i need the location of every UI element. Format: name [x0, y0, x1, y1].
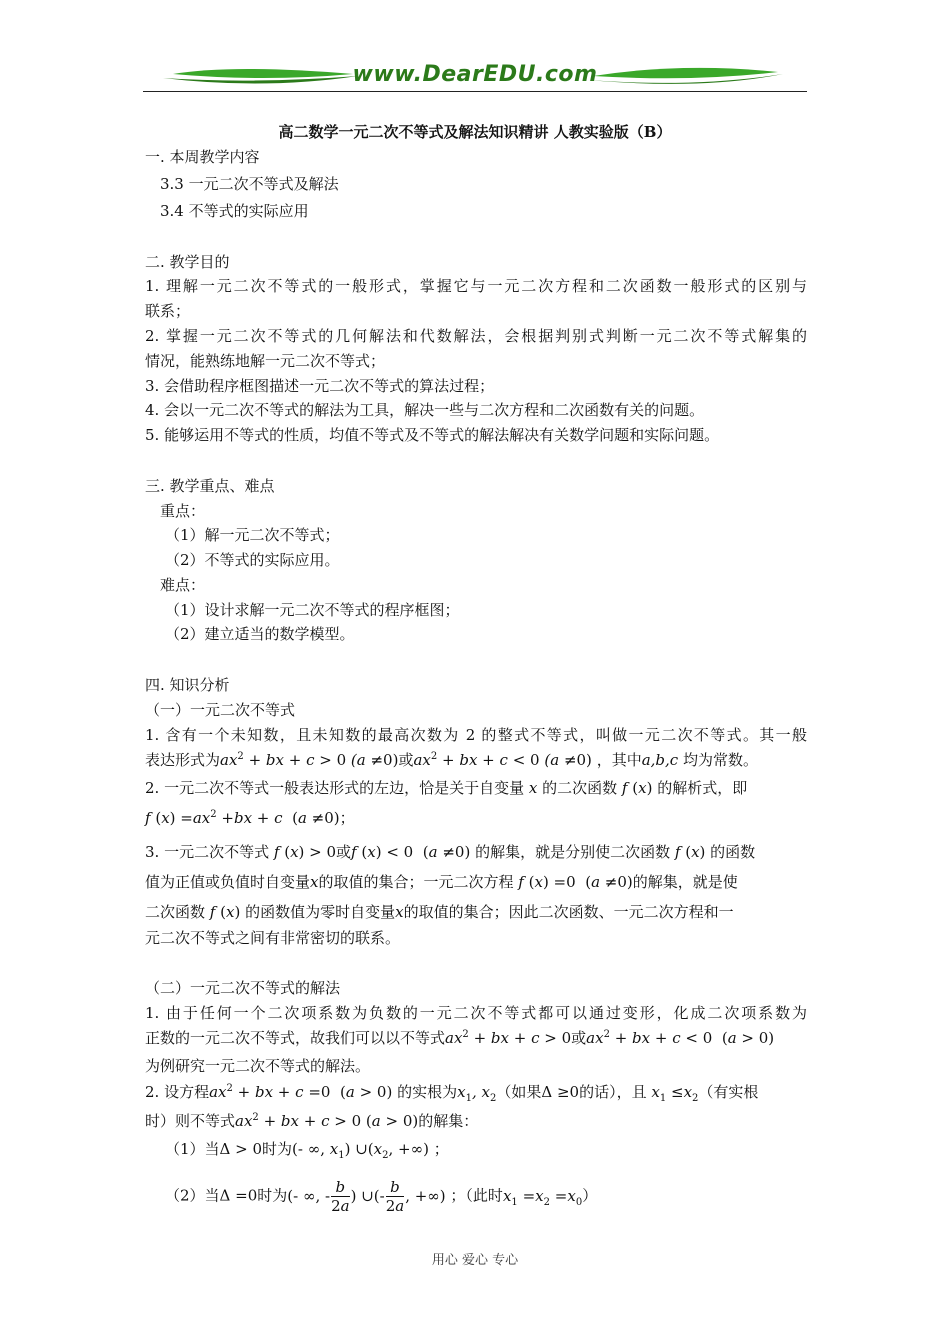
formula: x	[395, 903, 404, 921]
formula: a,b,c	[641, 751, 679, 769]
page-title: 高二数学一元二次不等式及解法知识精讲 人教实验版（B）	[278, 123, 672, 141]
paragraph-line: 2. 设方程$ax^2$ + bx + c =0 (a > 0) 的实根为$x_1$, $x_2$（如果Δ ≥0的话），且 $x_1 \le x_2$（有实根	[145, 1083, 759, 1104]
formula: $ax^2$ + bx + c > 0 (a > 0)	[235, 1112, 419, 1130]
paragraph-line: 3. 一元二次不等式 f (x) > 0或f (x) < 0 (a ≠0) 的解集，就是分别使二次函数 f (x) 的函数	[145, 843, 756, 861]
paragraph-line: 1. 理解一元二次不等式的一般形式，掌握它与一元二次方程和二次函数一般形式的区别与	[145, 277, 807, 295]
paragraph-line: 1. 含有一个未知数，且未知数的最高次数为 2 的整式不等式，叫做一元二次不等式。其一般	[145, 726, 807, 744]
paragraph-line: 值为正值或负值时自变量x的取值的集合；一元二次方程 f (x) =0 (a ≠0)的解集，就是使	[145, 873, 738, 891]
section-heading: 三. 教学重点、难点	[145, 477, 275, 495]
formula: $x_1 \le x_2$	[651, 1083, 699, 1104]
formula: (- ∞, $x_1$) $\cup(x_2$, +∞)	[292, 1140, 429, 1161]
section-heading: 四. 知识分析	[145, 676, 230, 694]
paragraph-line: 5. 能够运用不等式的性质，均值不等式及不等式的解法解决有关数学问题和实际问题。	[145, 426, 720, 444]
paragraph-line: 2. 一元二次不等式一般表达形式的左边，恰是关于自变量 x 的二次函数 f (x) 的解析式，即	[145, 779, 748, 797]
list-item: （2）不等式的实际应用。	[165, 551, 340, 569]
list-item: （1）当Δ > 0时为(- ∞, $x_1$) $\cup(x_2$, +∞) ；	[165, 1140, 449, 1161]
paragraph-line: 3. 会借助程序框图描述一元二次不等式的算法过程；	[145, 377, 495, 395]
formula: $ax^2$ + bx + c =0 (a > 0)	[209, 1083, 393, 1101]
list-item: （1）解一元二次不等式；	[165, 526, 340, 544]
paragraph-line: 为例研究一元二次不等式的解法。	[145, 1057, 371, 1075]
subheading: （二）一元二次不等式的解法	[145, 979, 341, 997]
paragraph-line: 4. 会以一元二次不等式的解法为工具，解决一些与二次方程和二次函数有关的问题。	[145, 401, 705, 419]
paragraph-line: f $(x) =ax^2 +bx + c$ (a ≠0)；	[145, 809, 355, 827]
subheading: 难点：	[160, 576, 206, 594]
list-item: （1）设计求解一元二次不等式的程序框图；	[165, 601, 460, 619]
formula: (- ∞, - $\frac{b}{2a}$ ) ∪(- $\frac{b}{2a}$ , +∞)	[287, 1178, 446, 1215]
section-heading: 一. 本周教学内容	[145, 148, 260, 166]
formula: f (x) =0 (a ≠0)	[518, 873, 633, 891]
formula: $x_1 =x_2 =x_0$	[502, 1186, 583, 1208]
formula: f (x)	[209, 903, 241, 921]
content-item: 3.4 不等式的实际应用	[160, 202, 309, 220]
subheading: 重点：	[160, 502, 206, 520]
paragraph-line: 时）则不等式$ax^2$ + bx + c > 0 (a > 0)的解集：	[145, 1112, 479, 1130]
formula: Δ =0	[219, 1186, 258, 1205]
formula: f (x) < 0 (a ≠0)	[351, 843, 471, 861]
formula: x	[528, 779, 538, 797]
list-item: （2）当Δ =0时为(- ∞, - $\frac{b}{2a}$ ) ∪(- $\frac{b}{2a}$ , +∞) ；（此时$x_1 =x_2 =x_0$）	[165, 1178, 598, 1215]
formula: $ax^2$ + bx + c < 0 (a > 0)	[586, 1029, 775, 1047]
paragraph-line: 元二次不等式之间有非常密切的联系。	[145, 929, 401, 947]
formula: $x_1$, $x_2$	[457, 1083, 497, 1104]
formula: f (x)	[674, 843, 706, 861]
list-item: （2）建立适当的数学模型。	[165, 625, 355, 643]
site-logo-text: www.DearEDU.com	[352, 62, 598, 87]
site-banner	[143, 60, 807, 94]
paragraph-line: 二次函数 f (x) 的函数值为零时自变量x的取值的集合；因此二次函数、一元二次方程和一	[145, 903, 734, 921]
formula: Δ ≥0	[541, 1083, 580, 1101]
page-footer: 用心 爱心 专心	[431, 1253, 519, 1268]
paragraph-line: 2. 掌握一元二次不等式的几何解法和代数解法，会根据判别式判断一元二次不等式解集的	[145, 327, 807, 345]
formula: x	[310, 873, 319, 891]
formula: $ax^2$ + bx + c < 0 (a ≠0)	[413, 751, 592, 769]
section-heading: 二. 教学目的	[145, 253, 230, 271]
formula: f (x) > 0	[273, 843, 337, 861]
paragraph-line: 1. 由于任何一个二次项系数为负数的一元二次不等式都可以通过变形，化成二次项系数为	[145, 1004, 807, 1022]
paragraph-line: 表达形式为$ax^2$ + bx + c > 0 (a ≠0)或$ax^2$ + bx + c < 0 (a ≠0) ，其中a,b,c 均为常数。	[145, 751, 758, 769]
formula: f $(x) =ax^2 +bx + c$ (a ≠0)	[145, 809, 340, 827]
formula: $ax^2$ + bx + c > 0 (a ≠0)	[220, 751, 399, 769]
formula: f (x)	[621, 779, 653, 797]
formula: Δ > 0	[219, 1140, 263, 1158]
header-rule	[143, 91, 807, 92]
paragraph-line: 情况，能熟练地解一元二次不等式；	[145, 352, 386, 370]
subheading: （一）一元二次不等式	[145, 701, 296, 719]
formula: $ax^2$ + bx + c > 0	[445, 1029, 572, 1047]
paragraph-line: 联系；	[145, 302, 191, 320]
content-item: 3.3 一元二次不等式及解法	[160, 175, 339, 193]
paragraph-line: 正数的一元二次不等式，故我们可以以不等式$ax^2$ + bx + c > 0或$ax^2$ + bx + c < 0 (a > 0)	[145, 1029, 775, 1047]
